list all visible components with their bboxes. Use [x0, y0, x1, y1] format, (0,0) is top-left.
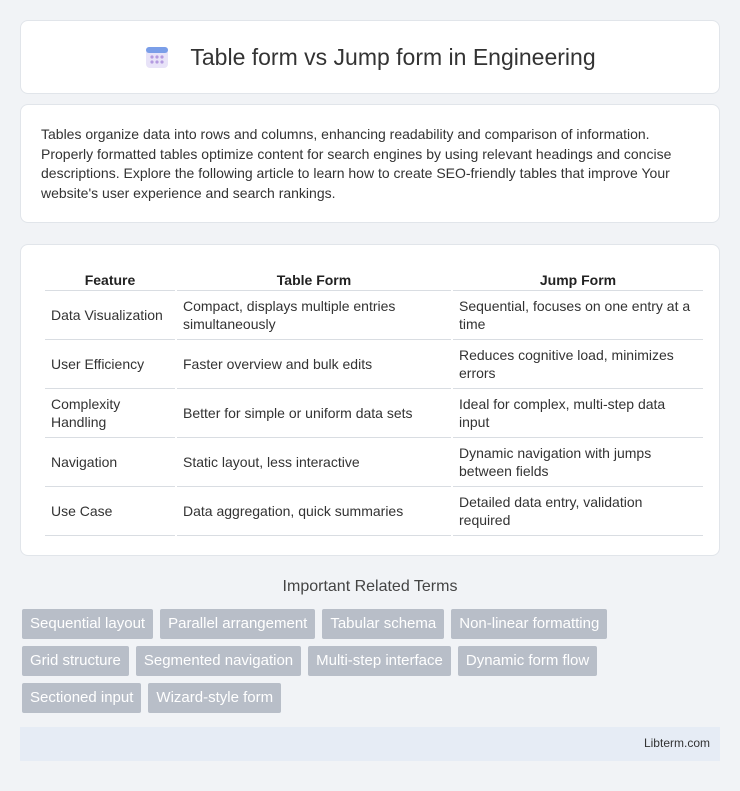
comparison-table-card	[20, 244, 720, 556]
table-cell: Data aggregation, quick summaries	[177, 487, 451, 536]
table-row	[45, 487, 703, 536]
related-term-tag[interactable]: Multi-step interface	[308, 646, 451, 676]
table-cell: Dynamic navigation with jumps between fields	[453, 438, 703, 487]
related-terms-list	[22, 609, 722, 720]
related-term-tag[interactable]: Parallel arrangement	[160, 609, 315, 639]
footer-site-link[interactable]: Libterm.com	[643, 736, 710, 750]
page-title: Table form vs Jump form in Engineering	[190, 43, 596, 70]
table-cell: Navigation	[45, 438, 175, 487]
table-header-row	[45, 265, 703, 291]
related-term-tag[interactable]: Grid structure	[22, 646, 129, 676]
related-term-tag[interactable]: Sectioned input	[22, 683, 141, 713]
header-card	[20, 20, 720, 94]
intro-card	[20, 104, 720, 223]
table-row	[45, 389, 703, 438]
table-cell: Static layout, less interactive	[177, 438, 451, 487]
intro-text: Tables organize data into rows and columns, enhancing readability and comparison of information. Properly formatted tables optimize content for search engines by using relevant headings and concise descriptions. Explore the following article to learn how to create SEO-friendly tables that improve Your website's user experience and search rankings.	[41, 126, 672, 201]
table-row	[45, 291, 703, 340]
related-terms-title: Important Related Terms	[282, 578, 458, 595]
table-cell: Detailed data entry, validation required	[453, 487, 703, 536]
table-cell: Data Visualization	[45, 291, 175, 340]
table-cell: Complexity Handling	[45, 389, 175, 438]
calendar-icon	[144, 44, 170, 70]
related-term-tag[interactable]: Segmented navigation	[136, 646, 301, 676]
table-row	[45, 438, 703, 487]
column-header: Table Form	[177, 265, 451, 291]
table-cell: User Efficiency	[45, 340, 175, 389]
table-cell: Sequential, focuses on one entry at a time	[453, 291, 703, 340]
table-cell: Better for simple or uniform data sets	[177, 389, 451, 438]
column-header: Jump Form	[453, 265, 703, 291]
column-header: Feature	[45, 265, 175, 291]
related-term-tag[interactable]: Wizard-style form	[148, 683, 281, 713]
related-term-tag[interactable]: Dynamic form flow	[458, 646, 597, 676]
table-cell: Use Case	[45, 487, 175, 536]
table-cell: Compact, displays multiple entries simultaneously	[177, 291, 451, 340]
comparison-table	[43, 265, 705, 536]
table-cell: Ideal for complex, multi-step data input	[453, 389, 703, 438]
related-term-tag[interactable]: Tabular schema	[322, 609, 444, 639]
table-row	[45, 340, 703, 389]
related-term-tag[interactable]: Non-linear formatting	[451, 609, 607, 639]
table-cell: Faster overview and bulk edits	[177, 340, 451, 389]
related-term-tag[interactable]: Sequential layout	[22, 609, 153, 639]
table-cell: Reduces cognitive load, minimizes errors	[453, 340, 703, 389]
footer	[20, 727, 720, 761]
